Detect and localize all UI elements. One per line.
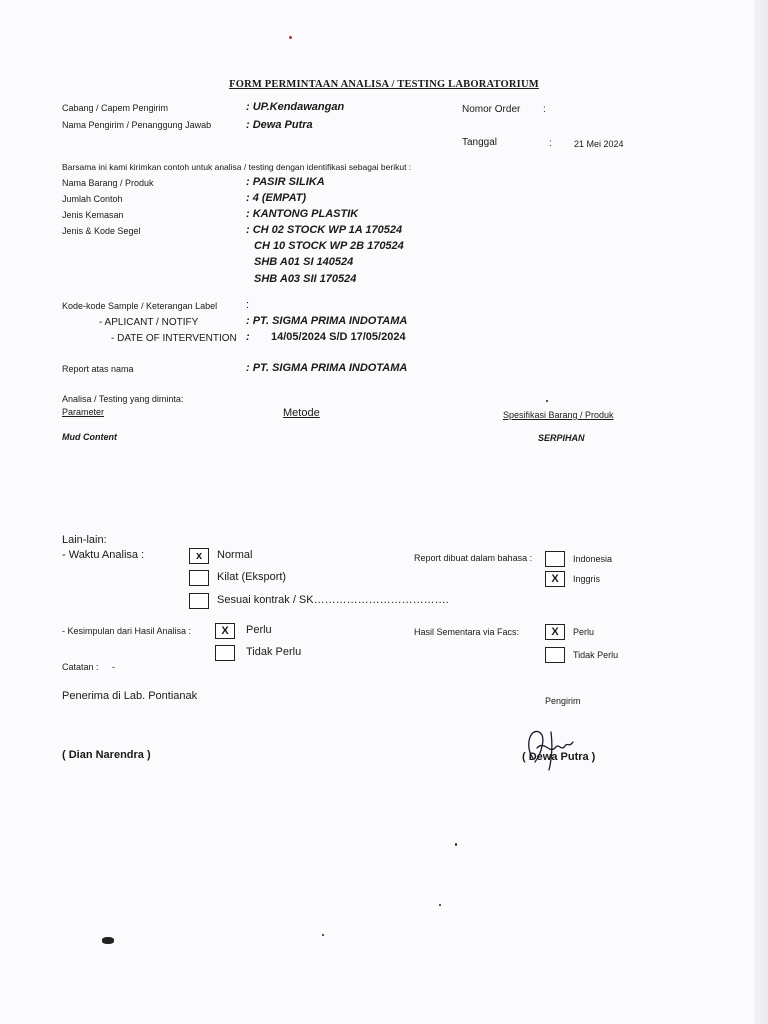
cabang-value: : UP.Kendawangan xyxy=(246,101,345,113)
nama-pengirim-value: : Dewa Putra xyxy=(246,119,313,131)
facs-perlu-checkbox[interactable]: X xyxy=(545,624,565,640)
bahasa-indonesia-label: Indonesia xyxy=(573,554,613,564)
page-right-edge xyxy=(754,0,768,1024)
kode-label: Kode-kode Sample / Keterangan Label xyxy=(62,301,218,311)
speck xyxy=(439,904,441,906)
lain-label: Lain-lain: xyxy=(62,534,107,546)
kesimpulan-perlu-label: Perlu xyxy=(246,624,272,636)
row-parameter: Mud Content xyxy=(62,432,117,442)
tanggal-label: Tanggal xyxy=(462,137,498,148)
catatan-label: Catatan : xyxy=(62,662,99,672)
pengirim-name: ( Dewa Putra ) xyxy=(522,751,596,763)
waktu-kilat-label: Kilat (Eksport) xyxy=(217,571,287,583)
speck xyxy=(322,934,324,936)
waktu-normal-checkbox[interactable]: x xyxy=(189,548,209,564)
segel-label: Jenis & Kode Segel xyxy=(62,226,141,236)
bahasa-indonesia-checkbox[interactable] xyxy=(545,551,565,567)
facs-tidak-checkbox[interactable] xyxy=(545,647,565,663)
intro-text: Barsama ini kami kirimkan contoh untuk analisa / testing dengan identifikasi sebagai berikut : xyxy=(62,162,412,172)
tanggal-value: 21 Mei 2024 xyxy=(574,139,624,149)
facs-label: Hasil Sementara via Facs: xyxy=(414,627,520,637)
bahasa-inggris-checkbox[interactable]: X xyxy=(545,571,565,587)
signature-scribble xyxy=(515,718,595,774)
waktu-label: - Waktu Analisa : xyxy=(62,549,145,561)
waktu-kontrak-label: Sesuai kontrak / SK………………………………. xyxy=(217,594,449,606)
kesimpulan-label: - Kesimpulan dari Hasil Analisa : xyxy=(62,626,192,636)
kemasan-label: Jenis Kemasan xyxy=(62,210,124,220)
cabang-label: Cabang / Capem Pengirim xyxy=(62,103,169,113)
kemasan-value: : KANTONG PLASTIK xyxy=(246,208,359,220)
penerima-label: Penerima di Lab. Pontianak xyxy=(62,690,198,702)
aplicant-label: - APLICANT / NOTIFY xyxy=(99,317,199,328)
kode-colon: : xyxy=(246,299,250,311)
ink-smudge xyxy=(102,937,114,944)
penerima-name: ( Dian Narendra ) xyxy=(62,749,151,761)
facs-perlu-label: Perlu xyxy=(573,627,595,637)
speck xyxy=(289,36,292,39)
report-label: Report atas nama xyxy=(62,364,134,374)
waktu-kontrak-checkbox[interactable] xyxy=(189,593,209,609)
col-parameter: Parameter xyxy=(62,407,105,417)
segel-line-4: SHB A03 SII 170524 xyxy=(254,273,357,285)
barang-value: : PASIR SILIKA xyxy=(246,176,325,188)
segel-line-2: CH 10 STOCK WP 2B 170524 xyxy=(254,240,404,252)
speck xyxy=(455,843,457,846)
kesimpulan-perlu-checkbox[interactable]: X xyxy=(215,623,235,639)
report-value: : PT. SIGMA PRIMA INDOTAMA xyxy=(246,362,408,374)
barang-label: Nama Barang / Produk xyxy=(62,178,154,188)
nomor-order-label: Nomor Order xyxy=(462,104,521,115)
speck xyxy=(546,400,548,402)
doi-value: 14/05/2024 S/D 17/05/2024 xyxy=(271,331,406,343)
kesimpulan-tidak-checkbox[interactable] xyxy=(215,645,235,661)
waktu-normal-label: Normal xyxy=(217,549,253,561)
doi-colon: : xyxy=(246,331,250,343)
segel-line-1: : CH 02 STOCK WP 1A 170524 xyxy=(246,224,403,236)
facs-tidak-label: Tidak Perlu xyxy=(573,650,619,660)
waktu-kilat-checkbox[interactable] xyxy=(189,570,209,586)
col-spesifikasi: Spesifikasi Barang / Produk xyxy=(503,410,614,420)
catatan-value: - xyxy=(112,662,115,672)
bahasa-label: Report dibuat dalam bahasa : xyxy=(414,553,533,563)
bahasa-inggris-label: Inggris xyxy=(573,574,601,584)
jumlah-label: Jumlah Contoh xyxy=(62,194,123,204)
form-title: FORM PERMINTAAN ANALISA / TESTING LABORATORIUM xyxy=(229,79,539,90)
doi-label: - DATE OF INTERVENTION xyxy=(111,333,237,344)
nama-pengirim-label: Nama Pengirim / Penanggung Jawab xyxy=(62,120,212,130)
pengirim-label: Pengirim xyxy=(545,696,581,706)
tanggal-colon: : xyxy=(549,138,552,149)
jumlah-value: : 4 (EMPAT) xyxy=(246,192,307,204)
col-metode: Metode xyxy=(283,407,320,419)
segel-line-3: SHB A01 SI 140524 xyxy=(254,256,354,268)
aplicant-value: : PT. SIGMA PRIMA INDOTAMA xyxy=(246,315,408,327)
kesimpulan-tidak-label: Tidak Perlu xyxy=(246,646,302,658)
analisa-label: Analisa / Testing yang diminta: xyxy=(62,394,184,404)
nomor-order-colon: : xyxy=(543,104,546,115)
row-spesifikasi: SERPIHAN xyxy=(538,433,585,443)
